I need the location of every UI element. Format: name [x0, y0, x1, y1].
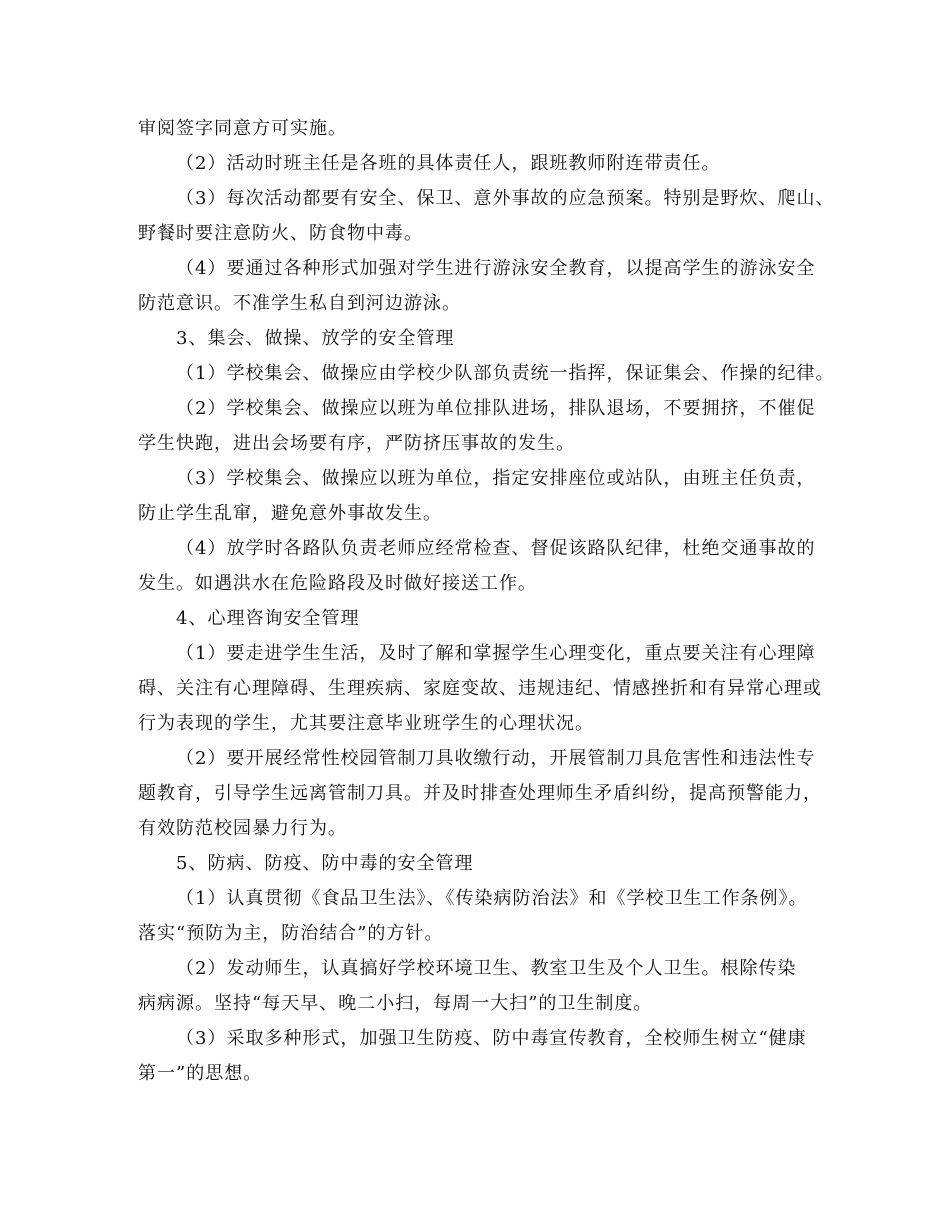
text-line: （3）学校集会、做操应以班为单位，指定安排座位或站队，由班主任负责， [176, 468, 816, 489]
text-line: 学生快跑，进出会场要有序，严防挤压事故的发生。 [138, 433, 575, 454]
text-line: 防范意识。不准学生私自到河边游泳。 [138, 293, 461, 314]
text-line: （3）采取多种形式，加强卫生防疫、防中毒宣传教育，全校师生树立“健康 [176, 1028, 807, 1049]
text-line: 野餐时要注意防火、防食物中毒。 [138, 223, 423, 244]
text-line: （4）要通过各种形式加强对学生进行游泳安全教育，以提高学生的游泳安全 [176, 258, 816, 279]
text-line: （2）发动师生，认真搞好学校环境卫生、教室卫生及个人卫生。根除传染 [176, 958, 797, 979]
section-heading: 5、防病、防疫、防中毒的安全管理 [176, 853, 474, 874]
text-line: （1）学校集会、做操应由学校少队部负责统一指挥，保证集会、作操的纪律。 [176, 363, 835, 384]
text-line: 第一”的思想。 [138, 1063, 263, 1084]
text-line: （2）活动时班主任是各班的具体责任人，跟班教师附连带责任。 [176, 153, 721, 174]
text-line: 落实“预防为主，防治结合”的方针。 [138, 923, 444, 944]
text-line: （3）每次活动都要有安全、保卫、意外事故的应急预案。特别是野炊、爬山、 [176, 188, 835, 209]
text-line: 审阅签字同意方可实施。 [138, 118, 347, 139]
text-line: 碍、关注有心理障碍、生理疾病、家庭变故、违规违纪、情感挫折和有异常心理或 [138, 678, 822, 699]
text-line: （4）放学时各路队负责老师应经常检查、督促该路队纪律，杜绝交通事故的 [176, 538, 816, 559]
text-line: （1）认真贯彻《食品卫生法》、《传染病防治法》和《学校卫生工作条例》。 [176, 888, 808, 909]
text-line: 发生。如遇洪水在危险路段及时做好接送工作。 [138, 573, 537, 594]
section-heading: 4、心理咨询安全管理 [176, 608, 360, 629]
text-line: （2）要开展经常性校园管制刀具收缴行动，开展管制刀具危害性和违法性专 [176, 748, 816, 769]
text-line: 病病源。坚持“每天早、晚二小扫，每周一大扫”的卫生制度。 [138, 993, 653, 1014]
text-line: 题教育，引导学生远离管制刀具。并及时排查处理师生矛盾纠纷，提高预警能力， [138, 783, 822, 804]
text-line: 防止学生乱窜，避免意外事故发生。 [138, 503, 442, 524]
text-line: 行为表现的学生，尤其要注意毕业班学生的心理状况。 [138, 713, 594, 734]
text-line: 有效防范校园暴力行为。 [138, 818, 347, 839]
text-line: （1）要走进学生生活，及时了解和掌握学生心理变化，重点要关注有心理障 [176, 643, 816, 664]
text-line: （2）学校集会、做操应以班为单位排队进场，排队退场，不要拥挤，不催促 [176, 398, 816, 419]
section-heading: 3、集会、做操、放学的安全管理 [176, 328, 455, 349]
